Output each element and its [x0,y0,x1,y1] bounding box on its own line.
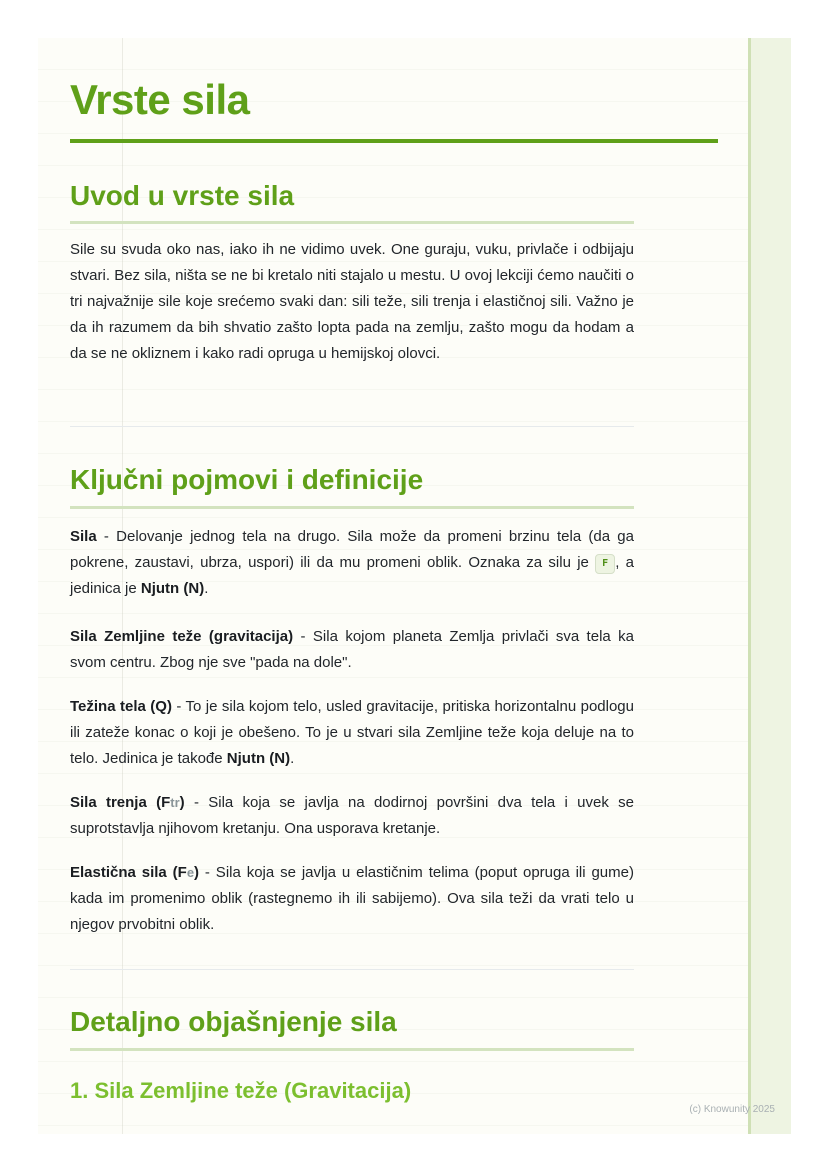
section-heading-definitions: Ključni pojmovi i definicije [70,464,424,495]
definition-sila: Sila - Delovanje jednog tela na drugo. Sila može da promeni brzinu tela (da ga pokrene, zaustavi, ubrza, uspori) ili da mu promeni oblik. Oznaka za silu je F , a jedinica je Njutn (N). [70,528,634,597]
section-separator [70,969,634,970]
section-divider [70,506,634,509]
term: Sila [70,528,97,545]
definition-tezina: Težina tela (Q) - To je sila kojom telo, usled gravitacije, pritiska horizontalnu podlogu ili zateže konac o koji je obešeno. To je u stvari sila Zemljine teže koja deluje na to telo. Jedinica je takođe Njutn (N). [70,698,634,767]
definition-trenje: Sila trenja (Ftr) - Sila koja se javlja na dodirnoj površini dva tela i uvek se suprotstavlja njihovom kretanju. Ona usporava kretanje. [70,794,634,837]
subscript: tr [170,795,180,810]
copyright-footer: (c) Knowunity 2025 [689,1104,775,1115]
intro-paragraph: Sile su svuda oko nas, iako ih ne vidimo uvek. One guraju, vuku, privlače i odbijaju stvari. Bez sila, ništa se ne bi kretalo niti stajalo u mestu. U ovoj lekciji ćemo naučiti o tri najvažnije sile koje srećemo svaki dan: sili teže, sili trenja i elastičnoj sili. Važno je da ih razumem da bih shvatio zašto lopta pada na zemlju, zašto mogu da hodam a da se ne okliznem i kako radi opruga u hemijskoj olovci. [70,241,634,362]
unit: Njutn (N) [140,580,205,597]
term: Elastična sila (Fe) [70,864,200,881]
subscript: e [186,865,195,880]
definition-gravitacija: Sila Zemljine teže (gravitacija) - Sila kojom planeta Zemlja privlači sva tela ka svom centru. Zbog nje sve "pada na dole". [70,628,634,671]
section-heading-details: Detaljno objašnjenje sila [70,1006,397,1037]
unit: Njutn (N) [226,750,291,767]
section-divider [70,221,634,224]
code-badge: F [595,554,615,574]
title-divider [70,139,718,143]
term: Sila Zemljine teže (gravitacija) [70,628,294,645]
definition-elasticna: Elastična sila (Fe) - Sila koja se javlja u elastičnim telima (poput opruga ili gume) kada im promenimo oblik (rastegnemo ih ili sabijemo). Ova sila teži da vrati telo u njegov prvobitni oblik. [70,864,634,933]
subsection-heading: 1. Sila Zemljine teže (Gravitacija) [70,1078,412,1103]
term: Sila trenja (Ftr) [70,794,185,811]
document-page [38,38,791,1134]
section-heading-intro: Uvod u vrste sila [70,180,295,211]
section-separator [70,426,634,427]
page-title: Vrste sila [70,76,250,123]
sidebar-strip [748,38,791,1134]
section-divider [70,1048,634,1051]
term: Težina tela (Q) [70,698,172,715]
